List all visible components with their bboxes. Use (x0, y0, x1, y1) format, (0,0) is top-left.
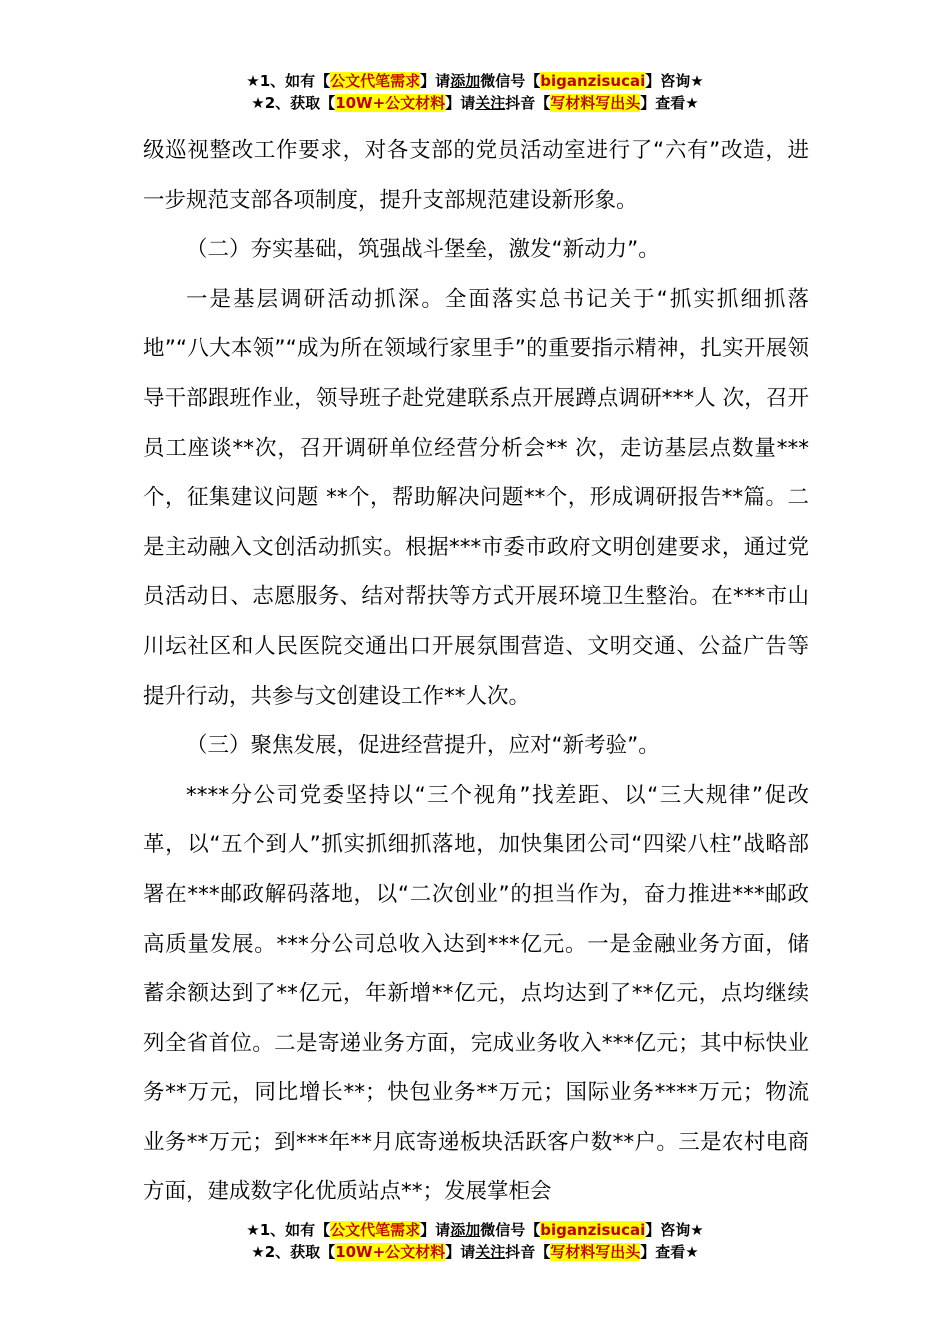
banner-highlight: 写材料写出头 (550, 94, 641, 112)
banner-emphasis: 关注 (475, 94, 506, 112)
banner-text: 】请 (420, 1221, 451, 1239)
banner-text: ★2、获取【 (251, 1243, 336, 1261)
banner-highlight: biganzisucai (540, 72, 646, 90)
banner-text: 】查看★ (640, 1243, 699, 1261)
banner-line-1 (0, 1219, 950, 1241)
banner-highlight: 10W+公文材料 (335, 1243, 446, 1261)
paragraph: 级巡视整改工作要求，对各支部的党员活动室进行了“六有”改造，进一步规范支部各项制度，提升支部规范建设新形象。 (143, 138, 809, 213)
banner-line-2 (0, 92, 950, 114)
banner-text: ★2、获取【 (251, 94, 336, 112)
banner-text: 】咨询★ (645, 1221, 704, 1239)
banner-emphasis: 添加 (450, 1221, 481, 1239)
banner-text: ★1、如有【 (246, 72, 331, 90)
paragraph: ****分公司党委坚持以“三个视角”找差距、以“三大规律”促改革，以“五个到人”抓实抓细抓落地，加快集团公司“四梁八柱”战略部署在***邮政解码落地，以“二次创业”的担当作为，奋力推进***邮政高质量发展。***分公司总收入达到***亿元。一是金融业务方面，储蓄余额达到了**亿元，年新增**亿元，点均达到了**亿元，点均继续列全省首位。二是寄递业务方面，完成业务收入***亿元；其中标快业务**万元，同比增长**；快包业务**万元；国际业务****万元；物流业务**万元；到***年**月底寄递板块活跃客户数**户。三是农村电商方面，建成数字化优质站点**；发展掌柜会 (143, 782, 809, 1205)
banner-highlight: 公文代笔需求 (330, 72, 421, 90)
section-heading: （二）夯实基础，筑强战斗堡垒，激发“新动力”。 (186, 237, 660, 263)
banner-text: 】请 (445, 94, 476, 112)
paragraph: 一是基层调研活动抓深。全面落实总书记关于“抓实抓细抓落地”“八大本领”“成为所在领域行家里手”的重要指示精神，扎实开展领导干部跟班作业，领导班子赴党建联系点开展蹲点调研***人 次，召开员工座谈**次，召开调研单位经营分析会** 次，走访基层点数量***个，征集建议问题 **个，帮助解决问题**个，形成调研报告**篇。二是主动融入文创活动抓实。根据***市委市政府文明创建要求，通过党员活动日、志愿服务、结对帮扶等方式开展环境卫生整治。在***市山川坛社区和人民医院交通出口开展氛围营造、文明交通、公益广告等提升行动，共参与文创建设工作**人次。 (143, 286, 809, 709)
top-banner (0, 70, 950, 114)
banner-highlight: 10W+公文材料 (335, 94, 446, 112)
banner-highlight: biganzisucai (540, 1221, 646, 1239)
banner-text: 抖音【 (505, 1243, 551, 1261)
section-heading: （三）聚焦发展，促进经营提升，应对“新考验”。 (186, 733, 660, 759)
banner-emphasis: 关注 (475, 1243, 506, 1261)
banner-text: 】请 (420, 72, 451, 90)
banner-text: 微信号【 (480, 1221, 541, 1239)
banner-line-2 (0, 1241, 950, 1263)
banner-text: 抖音【 (505, 94, 551, 112)
document-body (143, 126, 809, 1217)
banner-highlight: 写材料写出头 (550, 1243, 641, 1261)
bottom-banner (0, 1219, 950, 1263)
banner-text: 】查看★ (640, 94, 699, 112)
banner-line-1 (0, 70, 950, 92)
banner-text: 微信号【 (480, 72, 541, 90)
banner-text: 】请 (445, 1243, 476, 1261)
banner-text: 】咨询★ (645, 72, 704, 90)
banner-text: ★1、如有【 (246, 1221, 331, 1239)
banner-highlight: 公文代笔需求 (330, 1221, 421, 1239)
banner-emphasis: 添加 (450, 72, 481, 90)
